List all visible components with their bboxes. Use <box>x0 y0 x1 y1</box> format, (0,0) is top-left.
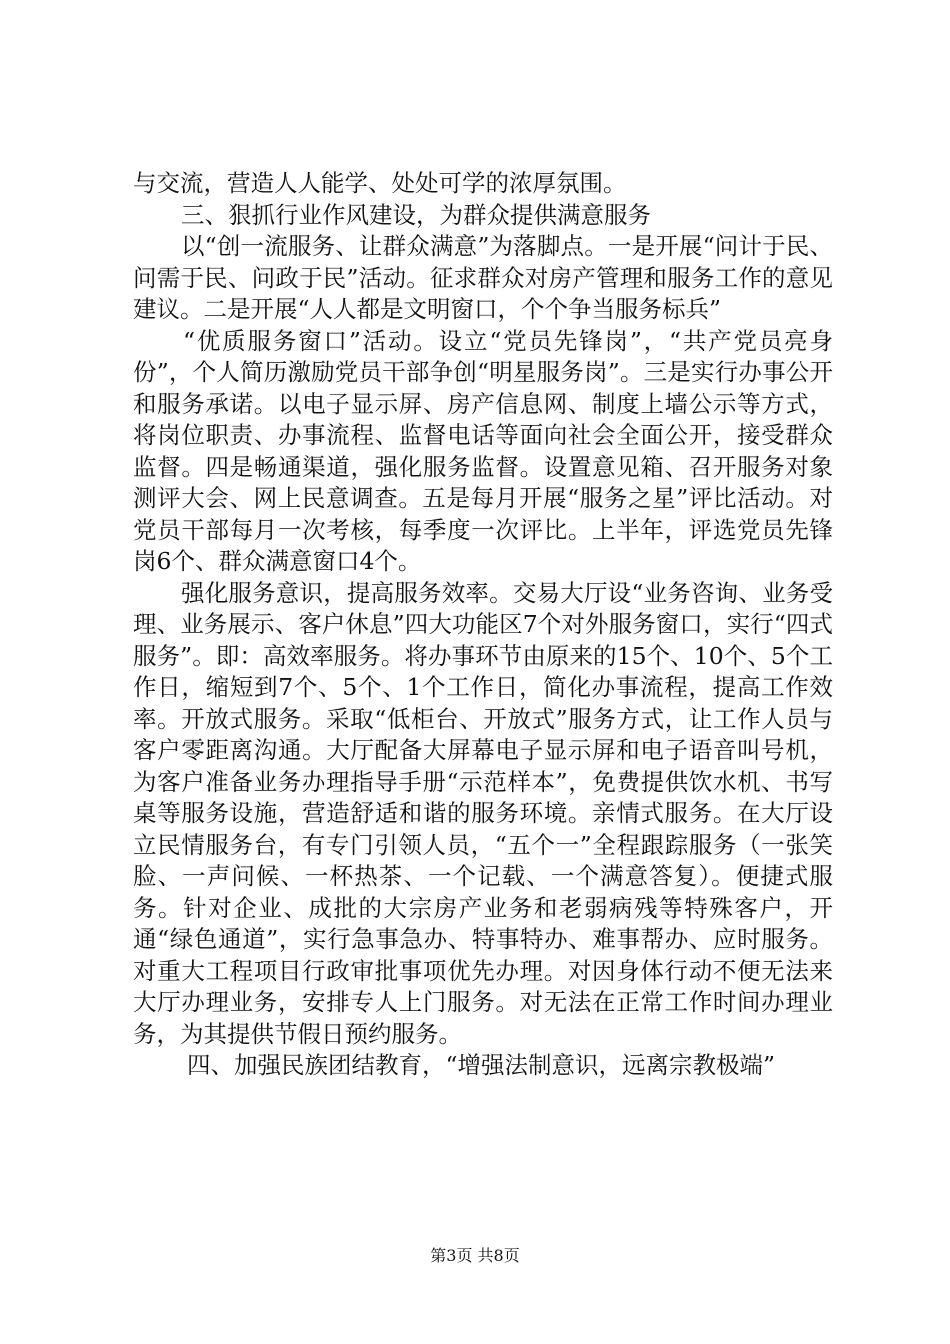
section-heading-4: 四、加强民族团结教育，“增强法制意识，远离宗教极端” <box>187 1051 776 1079</box>
paragraph-quality-window: “优质服务窗口”活动。设立“党员先锋岗”，“共产党员亮身份”，个人简历激励党员干部争创“明星服务岗”。三是实行办事公开和服务承诺。以电子显示屏、房产信息网、制度上墙公示等方式，将岗位职责、办事流程、监督电话等面向社会全面公开，接受群众监督。四是畅通渠道，强化服务监督。设置意见箱、召开服务对象测评大会、网上民意调查。五是每月开展“服务之星”评比活动。对党员干部每月一次考核，每季度一次评比。上半年，评选党员先锋岗6个、群众满意窗口4个。 <box>133 326 833 575</box>
page-footer: 第3页 共8页 <box>430 1246 520 1265</box>
paragraph-continuation: 与交流，营造人人能学、处处可学的浓厚氛围。 <box>133 169 627 197</box>
document-body <box>133 168 833 1082</box>
paragraph-service-foothold: 以“创一流服务、让群众满意”为落脚点。一是开展“问计于民、问需于民、问政于民”活动。征求群众对房产管理和服务工作的意见建议。二是开展“人人都是文明窗口，个个争当服务标兵” <box>133 232 833 323</box>
paragraph-service-efficiency: 强化服务意识，提高服务效率。交易大厅设“业务咨询、业务受理、业务展示、客户休息”四大功能区7个对外服务窗口，实行“四式服务”。即：高效率服务。将办事环节由原来的15个、10个、5个工作日，缩短到7个、5个、1个工作日，简化办事流程，提高工作效率。开放式服务。采取“低柜台、开放式”服务方式，让工作人员与客户零距离沟通。大厅配备大屏幕电子显示屏和电子语音叫号机，为客户准备业务办理指导手册“示范样本”，免费提供饮水机、书写桌等服务设施，营造舒适和谐的服务环境。亲情式服务。在大厅设立民情服务台，有专门引领人员，“五个一”全程跟踪服务（一张笑脸、一声问候、一杯热茶、一个记载、一个满意答复）。便捷式服务。针对企业、成批的大宗房产业务和老弱病残等特殊客户，开通“绿色通道”，实行急事急办、特事特办、难事帮办、应时服务。对重大工程项目行政审批事项优先办理。对因身体行动不便无法来大厅办理业务，安排专人上门服务。对无法在正常工作时间办理业务，为其提供节假日预约服务。 <box>133 578 833 1048</box>
section-heading-3: 三、狠抓行业作风建设，为群众提供满意服务 <box>181 200 651 229</box>
